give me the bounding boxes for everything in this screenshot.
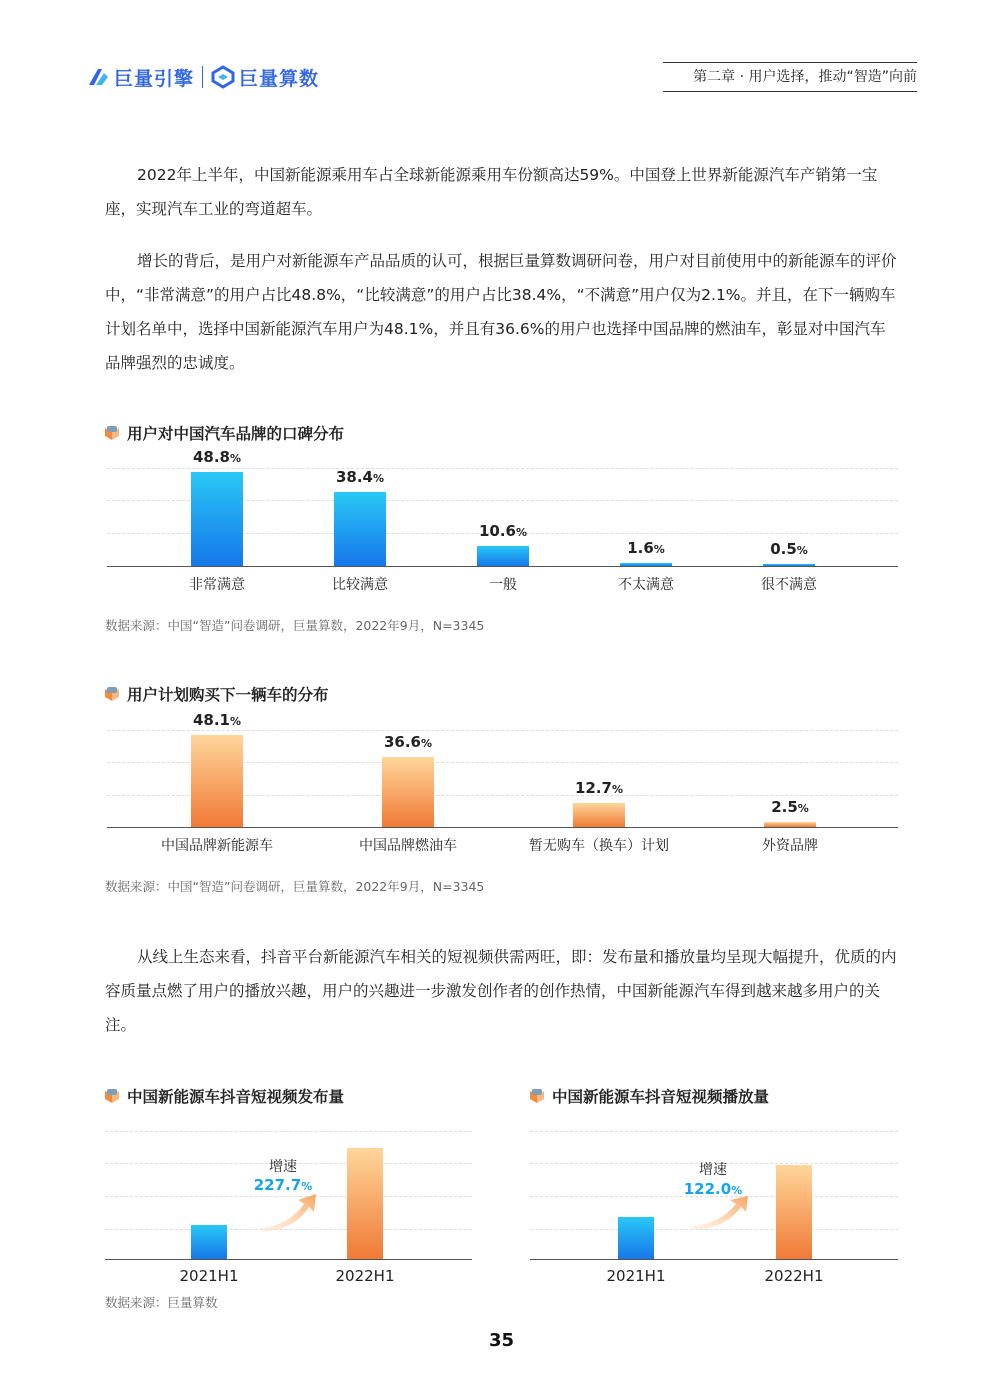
play-chart-title bbox=[530, 1085, 769, 1107]
logo-divider bbox=[202, 66, 203, 88]
bar bbox=[764, 822, 816, 827]
header-logos bbox=[86, 60, 319, 94]
publish-chart-title bbox=[105, 1085, 344, 1107]
bar bbox=[347, 1148, 383, 1259]
logo-suanshu-text: 巨量算数 bbox=[239, 67, 320, 90]
x-axis bbox=[530, 1259, 898, 1260]
logo-engine-text: 巨量引擎 bbox=[114, 67, 195, 90]
paragraph-1: 2022年上半年，中国新能源乘用车占全球新能源乘用车份额高达59%。中国登上世界新能源汽车产销第一宝座，实现汽车工业的弯道超车。 bbox=[105, 166, 878, 218]
x-axis bbox=[107, 827, 898, 828]
category-label: 很不满意 bbox=[761, 577, 817, 593]
bar-value-label: 2.5% bbox=[771, 798, 809, 817]
bar bbox=[382, 757, 434, 827]
satisfaction-chart bbox=[107, 447, 898, 593]
cube-icon bbox=[105, 687, 119, 701]
category-label: 中国品牌燃油车 bbox=[359, 838, 457, 854]
category-label: 外资品牌 bbox=[762, 838, 818, 854]
bar bbox=[191, 472, 243, 566]
satisfaction-title-text: 用户对中国汽车品牌的口碑分布 bbox=[127, 425, 345, 443]
satisfaction-chart-title bbox=[105, 422, 344, 444]
next-purchase-chart-title bbox=[105, 683, 329, 705]
bar bbox=[334, 492, 386, 566]
bar-value-label: 0.5% bbox=[770, 540, 808, 558]
bar-value-label: 38.4% bbox=[335, 467, 385, 486]
category-label: 非常满意 bbox=[189, 577, 245, 593]
gridline bbox=[105, 1131, 472, 1132]
page-number: 35 bbox=[488, 1330, 515, 1351]
chapter-title: 第二章 · 用户选择，推动“智造”向前 bbox=[663, 62, 917, 92]
bar bbox=[477, 546, 529, 566]
bar-value-label: 1.6% bbox=[627, 538, 665, 557]
paragraph-2: 增长的背后，是用户对新能源车产品品质的认可，根据巨量算数调研问卷，用户对目前使用中的新能源车的评价中，“非常满意”的用户占比48.8%，“比较满意”的用户占比38.4%，“不满意”用户仅为2.1%。并且，在下一辆购车计划名单中，选择中国新能源汽车用户为48.1%，并且有36.6%的用户也选择中国品牌的燃油车，彰显对中国汽车品牌强烈的忠诚度。 bbox=[105, 252, 897, 372]
next-purchase-chart bbox=[107, 711, 898, 854]
gridline bbox=[107, 730, 898, 731]
category-label: 不太满意 bbox=[618, 577, 674, 593]
paragraph-3: 从线上生态来看，抖音平台新能源汽车相关的短视频供需两旺，即：发布量和播放量均呈现大幅提升，优质的内容质量点燃了用户的播放兴趣，用户的兴趣进一步激发创作者的创作热情，中国新能源汽车得到越来越多用户的关注。 bbox=[105, 948, 897, 1034]
juliang-suanshu-logo-icon bbox=[211, 65, 235, 89]
category-label: 比较满意 bbox=[332, 577, 388, 593]
publish-title-text: 中国新能源车抖音短视频发布量 bbox=[127, 1088, 345, 1106]
next-purchase-source: 数据来源：中国“智造”问卷调研，巨量算数，2022年9月，N=3345 bbox=[105, 879, 485, 894]
bar-value-label: 10.6% bbox=[478, 521, 528, 540]
category-label: 2022H1 bbox=[764, 1267, 824, 1285]
publish-growth-arrow-icon bbox=[258, 1192, 320, 1232]
play-growth-label: 增速 bbox=[699, 1162, 727, 1178]
category-label: 一般 bbox=[489, 577, 517, 593]
publish-growth-value: 227.7% bbox=[253, 1176, 313, 1194]
publish-growth-label: 增速 bbox=[269, 1159, 297, 1175]
next-purchase-title-text: 用户计划购买下一辆车的分布 bbox=[127, 686, 329, 704]
publish-source: 数据来源：巨量算数 bbox=[105, 1295, 218, 1310]
cube-icon bbox=[105, 1089, 119, 1103]
play-growth-arrow-icon bbox=[690, 1194, 752, 1230]
cube-icon bbox=[530, 1089, 544, 1103]
bar bbox=[573, 803, 625, 827]
category-label: 暂无购车（换车）计划 bbox=[529, 838, 669, 854]
cube-icon bbox=[105, 426, 119, 440]
bar bbox=[191, 1225, 227, 1259]
bar bbox=[191, 735, 243, 827]
play-growth-value: 122.0% bbox=[683, 1180, 743, 1198]
bar-value-label: 48.1% bbox=[192, 711, 242, 730]
bar-value-label: 12.7% bbox=[574, 778, 624, 797]
bar bbox=[620, 563, 672, 566]
play-title-text: 中国新能源车抖音短视频播放量 bbox=[552, 1088, 770, 1106]
gridline bbox=[107, 468, 898, 469]
satisfaction-source: 数据来源：中国“智造”问卷调研，巨量算数，2022年9月，N=3345 bbox=[105, 618, 485, 633]
category-label: 2021H1 bbox=[179, 1267, 239, 1285]
bar bbox=[776, 1165, 812, 1259]
gridline bbox=[530, 1131, 898, 1132]
bar-value-label: 48.8% bbox=[192, 447, 242, 466]
category-label: 2021H1 bbox=[606, 1267, 666, 1285]
bar-value-label: 36.6% bbox=[383, 733, 433, 752]
bar bbox=[763, 564, 815, 566]
juliang-engine-logo-icon bbox=[86, 65, 110, 89]
bar bbox=[618, 1217, 654, 1260]
category-label: 中国品牌新能源车 bbox=[161, 838, 273, 854]
category-label: 2022H1 bbox=[335, 1267, 395, 1285]
x-axis bbox=[107, 566, 898, 567]
x-axis bbox=[105, 1259, 472, 1260]
